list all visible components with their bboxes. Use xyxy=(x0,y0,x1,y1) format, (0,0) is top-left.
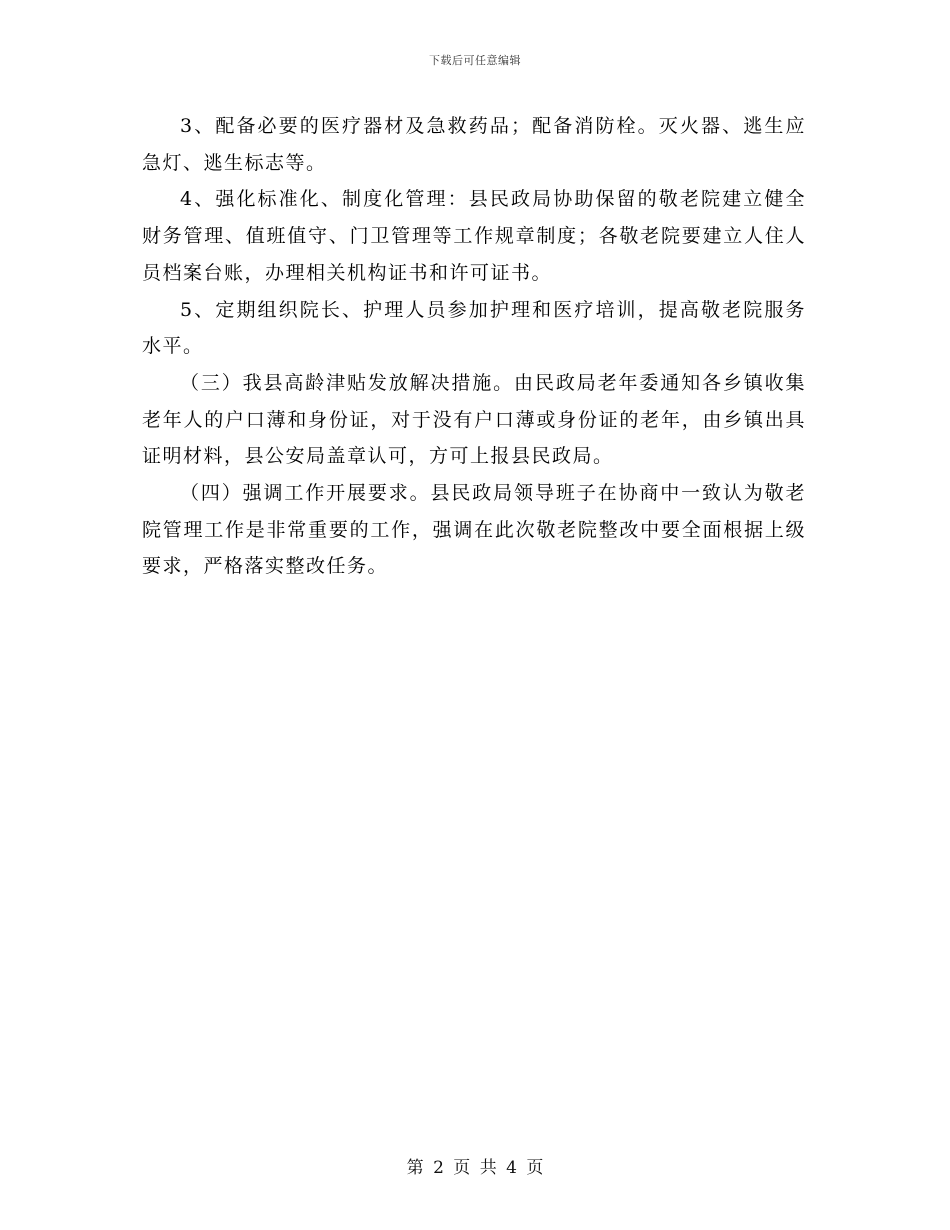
paragraph-section-4: （四）强调工作开展要求。县民政局领导班子在协商中一致认为敬老院管理工作是非常重要的工作，强调在此次敬老院整改中要全面根据上级要求，严格落实整改任务。 xyxy=(142,482,806,578)
document-body xyxy=(142,108,806,585)
paragraph-item-3: 3、配备必要的医疗器材及急救药品；配备消防栓。灭火器、逃生应急灯、逃生标志等。 xyxy=(142,115,806,174)
paragraph-item-4: 4、强化标准化、制度化管理：县民政局协助保留的敬老院建立健全财务管理、值班值守、门卫管理等工作规章制度；各敬老院要建立人住人员档案台账，办理相关机构证书和许可证书。 xyxy=(142,188,806,284)
page-number: 第 2 页 共 4 页 xyxy=(406,1158,544,1178)
paragraph-section-3: （三）我县高龄津贴发放解决措施。由民政局老年委通知各乡镇收集老年人的户口薄和身份证，对于没有户口薄或身份证的老年，由乡镇出具证明材料，县公安局盖章认可，方可上报县民政局。 xyxy=(142,371,806,468)
paragraph-item-5: 5、定期组织院长、护理人员参加护理和医疗培训，提高敬老院服务水平。 xyxy=(142,298,806,358)
page-header: 下载后可任意编辑 xyxy=(429,54,521,67)
